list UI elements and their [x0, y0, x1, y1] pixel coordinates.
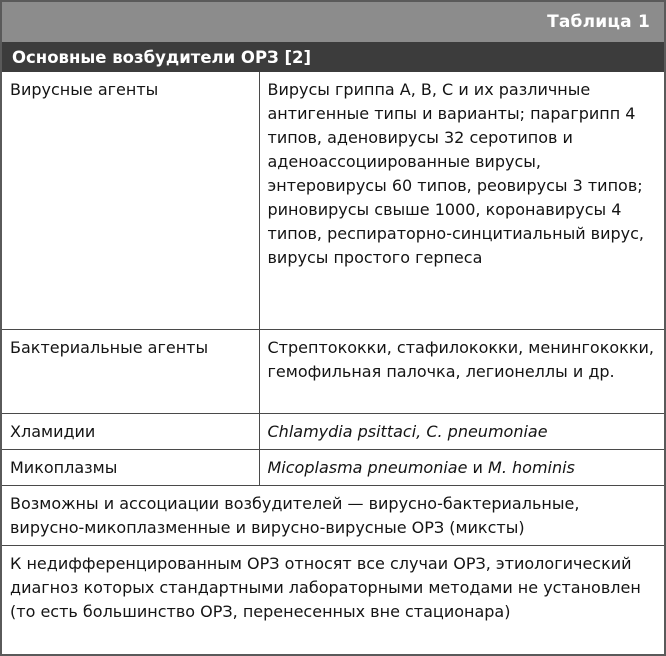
- table-row: [2, 413, 664, 449]
- pathogens-table: [2, 72, 664, 628]
- conjunction: и: [467, 457, 489, 477]
- table-title-bar: [2, 42, 664, 72]
- table-row: [2, 545, 664, 628]
- table-number: Таблица 1: [547, 12, 650, 32]
- table-row: [2, 449, 664, 485]
- row-label: Хламидии: [2, 413, 259, 449]
- table-number-bar: [2, 2, 664, 42]
- row-label: Вирусные агенты: [2, 72, 259, 329]
- table-row: [2, 329, 664, 413]
- row-value: Chlamydia psittaci, C. pneumoniae: [259, 413, 664, 449]
- table-title: Основные возбудители ОРЗ [2]: [12, 47, 312, 67]
- row-label: Микоплазмы: [2, 449, 259, 485]
- row-label: Бактериальные агенты: [2, 329, 259, 413]
- row-value: Вирусы гриппа А, В, С и их различные антигенные типы и варианты; парагрипп 4 типов, аденовирусы 32 серотипов и аденоассоциированные вирусы, энтеровирусы 60 типов, реовирусы 3 типов; риновирусы свыше 1000, коронавирусы 4 типов, респираторно-синцитиальный вирус, вирусы простого герпеса: [267, 80, 645, 267]
- species-name: M. hominis: [488, 457, 575, 477]
- species-name: Micoplasma pneumoniae: [267, 457, 468, 477]
- note-text: Возможны и ассоциации возбудителей — вирусно-бактериальные, вирусно-микоплазменные и вирусно-вирусные ОРЗ (миксты): [2, 485, 664, 545]
- table-row: [2, 72, 664, 329]
- table-row: [2, 485, 664, 545]
- row-value: [259, 449, 664, 485]
- note-text: К недифференцированным ОРЗ относят все случаи ОРЗ, этиологический диагноз которых стандартными лабораторными методами не установлен (то есть большинство ОРЗ, перенесенных вне стационара): [2, 545, 664, 628]
- row-value: Стрептококки, стафилококки, менингококки, гемофильная палочка, легионеллы и др.: [259, 329, 664, 413]
